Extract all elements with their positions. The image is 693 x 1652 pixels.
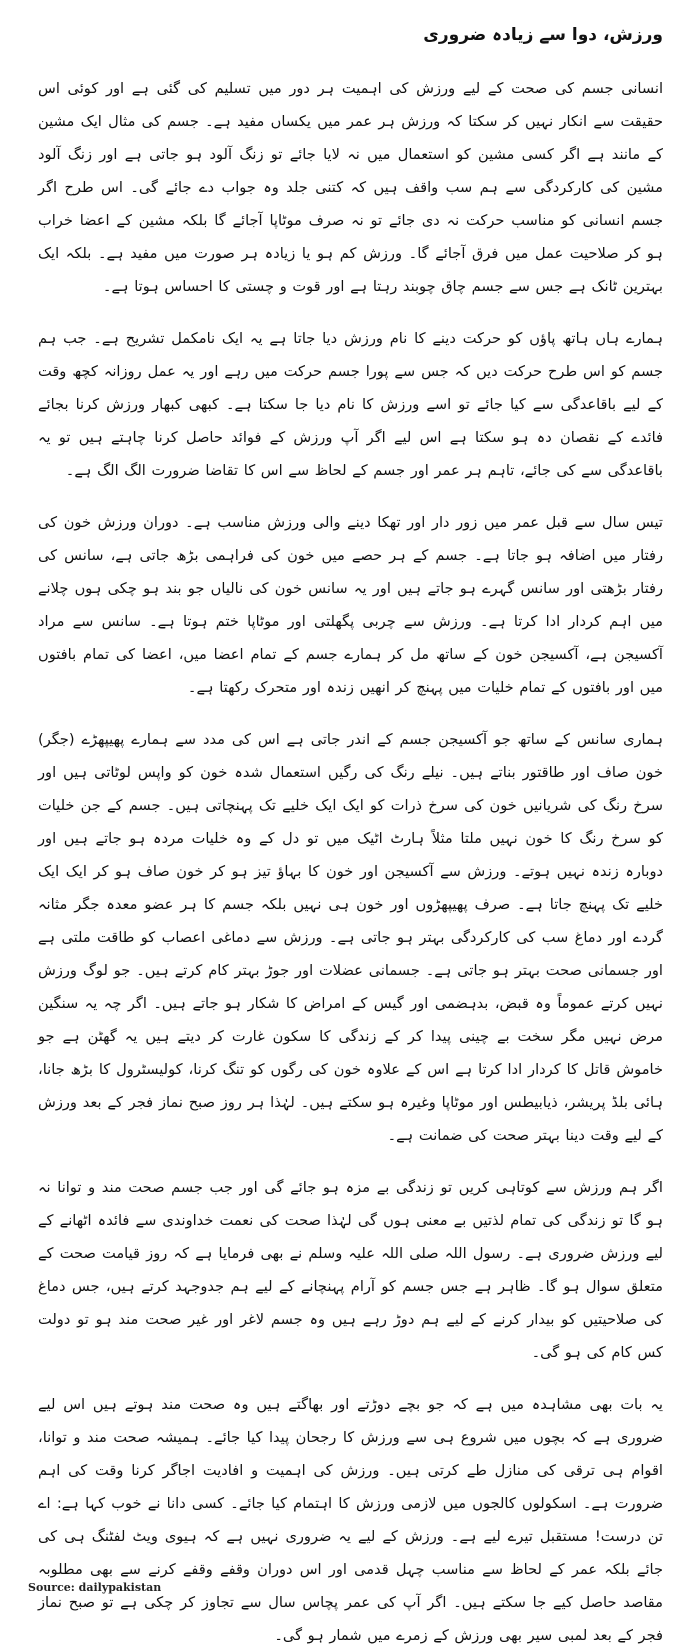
article-paragraph: ہماری سانس کے ساتھ جو آکسیجن جسم کے اندر جاتی ہے اس کی مدد سے ہمارے پھیپھڑے (جگر) خون صاف اور طاقتور بناتے ہیں۔ نیلے رنگ کی رگیں استعمال شدہ خون کو واپس لوٹاتی ہیں اور سرخ رنگ کی شریانیں خون کی سرخ ذرات کو ایک ایک خلیے تک پہنچاتی ہیں۔ جسم کے جن خلیات کو سرخ رنگ کا خون نہیں ملتا مثلاً ہارٹ اٹیک میں تو دل کے وہ خلیات مردہ ہو جاتے ہیں اور دوبارہ زندہ نہیں ہوتے۔ ورزش سے آکسیجن اور خون کا بہاؤ تیز ہو کر خون صاف ہو کر ایک ایک خلیے تک پہنچ جاتا ہے۔ صرف پھیپھڑوں اور خون ہی نہیں بلکہ جسم کا ہر عضو معدہ جگر مثانہ گردے اور دماغ سب کی کارکردگی بہتر ہو جاتی ہے۔ ورزش سے دماغی اعصاب کو طاقت ملتی ہے اور جسمانی صحت بہتر ہو جاتی ہے۔ جسمانی عضلات اور جوڑ بہتر کام کرتے ہیں۔ جو لوگ ورزش نہیں کرتے عموماً وہ قبض، بدہضمی اور گیس کے امراض کا شکار ہو جاتے ہیں۔ اگر چہ یہ سنگین مرض نہیں مگر سخت بے چینی پیدا کر کے زندگی کا سکون غارت کر دیتے ہیں یہ گھٹن ہے جو خاموش قاتل کا کردار ادا کرتا ہے اس کے علاوہ خون کی رگوں کو تنگ کرنا، کولیسٹرول کا بڑھ جانا، ہائی بلڈ پریشر، ذیابیطس اور موٹاپا وغیرہ ہو سکتے ہیں۔ لہٰذا ہر روز صبح نماز فجر کے بعد ورزش کے لیے وقت دینا بہتر صحت کی ضمانت ہے۔ (38, 731, 663, 1144)
article-paragraph: ہمارے ہاں ہاتھ پاؤں کو حرکت دینے کا نام ورزش دیا جاتا ہے یہ ایک نامکمل تشریح ہے۔ جب ہم جسم کو اس طرح حرکت دیں کہ جس سے پورا جسم حرکت میں رہے اور یہ عمل روزانہ کچھ وقت کے لیے باقاعدگی سے کیا جائے تو اسے ورزش کا نام دیا جا سکتا ہے۔ کبھی کبھار ورزش کرنا بجائے فائدے کے نقصان دہ ہو سکتا ہے اس لیے اگر آپ ورزش کے فوائد حاصل کرنا چاہتے ہیں تو یہ باقاعدگی سے کی جائے، تاہم ہر عمر اور جسم کے لحاظ سے اس کا تقاضا ضرورت الگ الگ ہے۔ (38, 330, 663, 479)
article-paragraph: اگر ہم ورزش سے کوتاہی کریں تو زندگی بے مزہ ہو جائے گی اور جب جسم صحت مند و توانا نہ ہو گا تو زندگی کی تمام لذتیں بے معنی ہوں گی لہٰذا صحت کی نعمت خداوندی سے فائدہ اٹھانے کے لیے ورزش ضروری ہے۔ رسول اللہ صلی اللہ علیہ وسلم نے بھی فرمایا ہے کہ روز قیامت صحت کے متعلق سوال ہو گا۔ ظاہر ہے جس جسم کو آرام پہنچانے کے لیے ہم جدوجہد کرتے ہیں، جس دماغ کی صلاحیتیں کو بیدار کرنے کے لیے ہم دوڑ رہے ہیں وہ جسم لاغر اور غیر صحت مند ہو تو دولت کس کام کی ہو گی۔ (38, 1179, 663, 1361)
article-paragraph: تیس سال سے قبل عمر میں زور دار اور تھکا دینے والی ورزش مناسب ہے۔ دوران ورزش خون کی رفتار میں اضافہ ہو جاتا ہے۔ جسم کے ہر حصے میں خون کی فراہمی بڑھ جاتی ہے، سانس کی رفتار بڑھتی اور سانس گہرے ہو جاتے ہیں اور یہ سانس خون کی نالیاں جو بند ہو چکی ہوں چلانے میں اہم کردار ادا کرتا ہے۔ ورزش سے چربی پگھلتی اور موٹاپا ختم ہوتا ہے۔ سانس سے مراد آکسیجن ہے، آکسیجن خون کے ساتھ مل کر ہمارے جسم کے تمام اعضا میں، اعضا کی تمام بافتوں میں اور بافتوں کے تمام خلیات میں پہنچ کر انھیں زندہ اور متحرک رکھتا ہے۔ (38, 514, 663, 696)
article-paragraph: انسانی جسم کی صحت کے لیے ورزش کی اہمیت ہر دور میں تسلیم کی گئی ہے اور کوئی اس حقیقت سے انکار نہیں کر سکتا کہ ورزش ہر عمر میں یکساں مفید ہے۔ جسم کی مثال ایک مشین کے مانند ہے اگر کسی مشین کو استعمال میں نہ لایا جائے تو زنگ آلود ہو جاتی ہے اور زنگ آلود مشین کی کارکردگی سے ہم سب واقف ہیں کہ کتنی جلد وہ جواب دے جائے گی۔ اس طرح اگر جسم انسانی کو مناسب حرکت نہ دی جائے تو نہ صرف موٹاپا آجائے گا بلکہ مشین کے اعضا خراب ہو کر صلاحیت عمل میں فرق آجائے گا۔ ورزش کم ہو یا زیادہ ہر صورت میں مفید ہے۔ بلکہ ایک بہترین ٹانک ہے جس سے جسم چاق چوبند رہتا ہے اور قوت و چستی کا احساس ہوتا ہے۔ (38, 80, 663, 295)
source-credit: Source: dailypakistan (28, 1581, 162, 1594)
article-paragraph: یہ بات بھی مشاہدہ میں ہے کہ جو بچے دوڑتے اور بھاگتے ہیں وہ صحت مند ہوتے ہیں اس لیے ضروری ہے کہ بچوں میں شروع ہی سے ورزش کا رجحان پیدا کیا جائے۔ ہمیشہ صحت مند و توانا، اقوام ہی ترقی کی منازل طے کرتی ہیں۔ ورزش کی اہمیت و افادیت اجاگر کرنا وقت کی اہم ضرورت ہے۔ اسکولوں کالجوں میں لازمی ورزش کا اہتمام کیا جائے۔ کسی دانا نے خوب کہا ہے: اے تن درست! مستقبل تیرے لیے ہے۔ ورزش کے لیے یہ ضروری نہیں ہے کہ ہیوی ویٹ لفٹنگ ہی کی جائے بلکہ عمر کے لحاظ سے مناسب چہل قدمی اور اس دوران وقفے وقفے کرنے سے بھی مطلوبہ مقاصد حاصل کیے جا سکتے ہیں۔ اگر آپ کی عمر پچاس سال سے تجاوز کر چکی ہے تو صبح نماز فجر کے بعد لمبی سیر بھی ورزش کے زمرے میں شمار ہو گی۔ (38, 1396, 663, 1644)
article-title: ورزش، دوا سے زیادہ ضروری (423, 25, 663, 45)
